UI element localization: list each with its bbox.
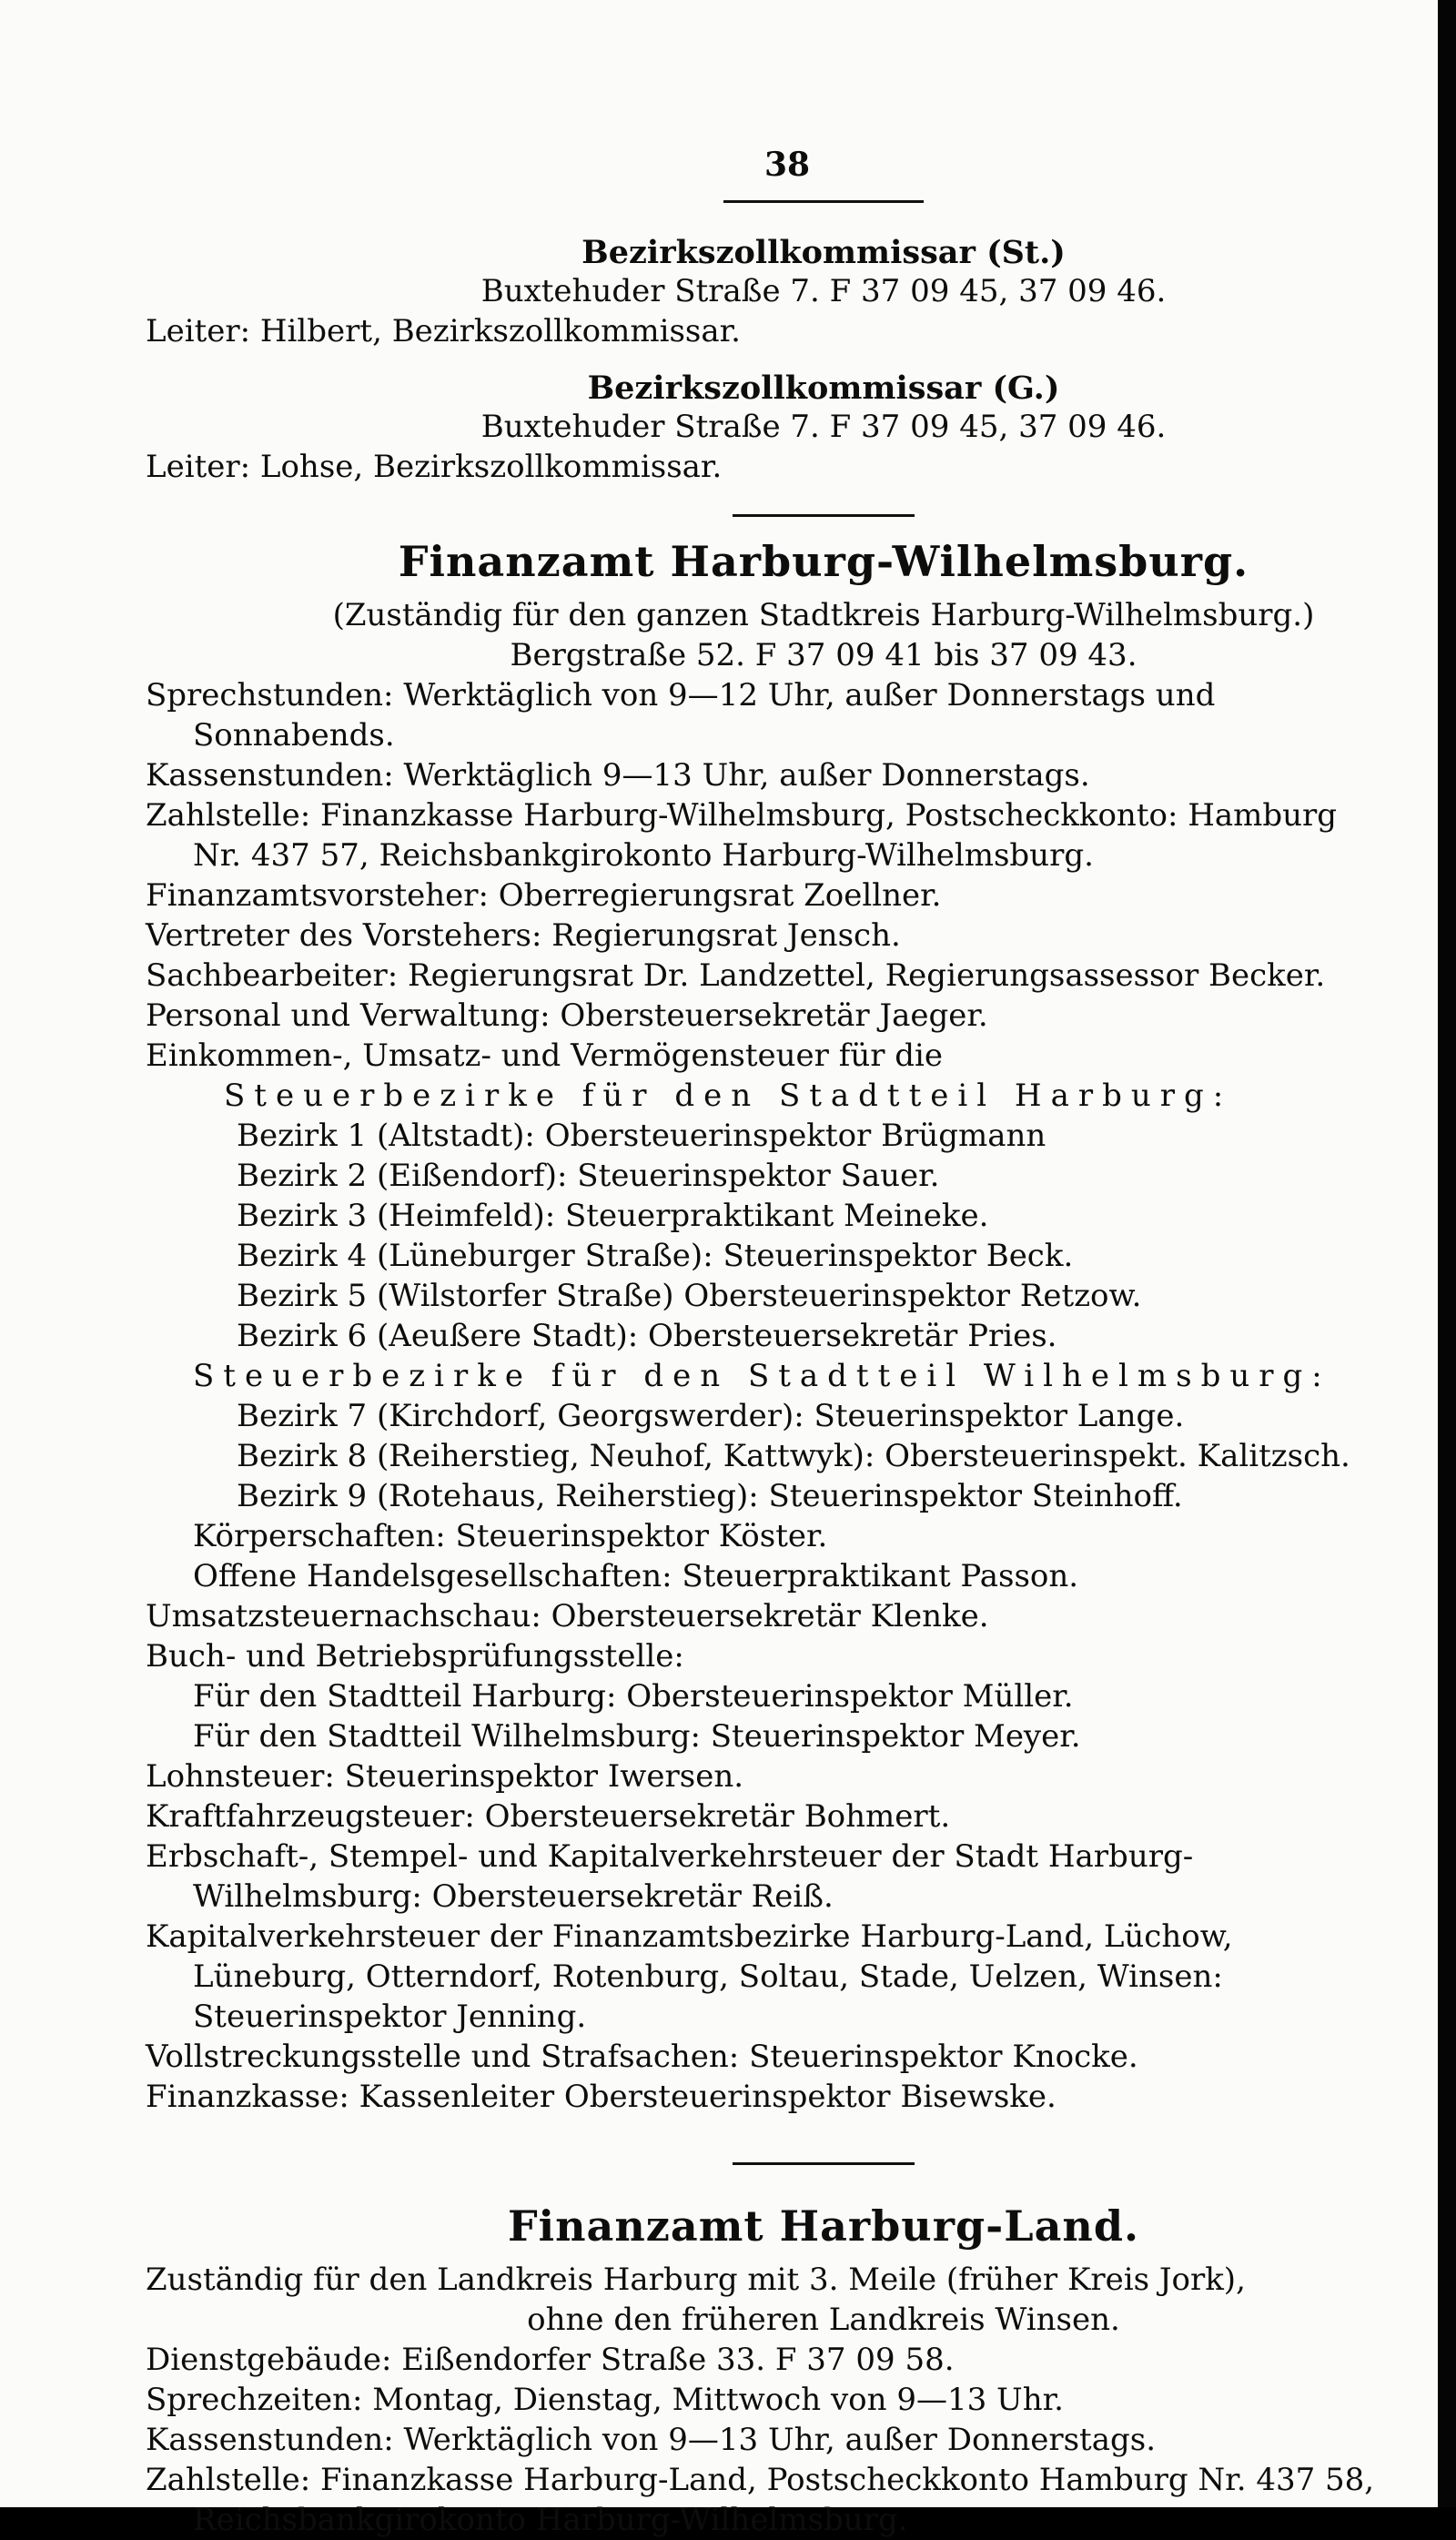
page-content	[146, 146, 1375, 2540]
fa-hw-koerperschaften: Körperschaften: Steuerinspektor Köster.	[193, 1518, 828, 1554]
fa-hw-personal: Personal und Verwaltung: Obersteuersekretär Jaeger.	[146, 997, 988, 1034]
harburg-district: Bezirk 2 (Eißendorf): Steuerinspektor Sauer.	[237, 1158, 940, 1194]
fa-hw-wilhelmsburg-heading: Steuerbezirke für den Stadtteil Wilhelmsburg:	[193, 1358, 1331, 1394]
harburg-district: Bezirk 5 (Wilstorfer Straße) Obersteuerinspektor Retzow.	[237, 1278, 1142, 1314]
fa-hw-harburg-heading: Steuerbezirke für den Stadtteil Harburg:	[224, 1078, 1233, 1114]
fa-hl-scope-cont: ohne den früheren Landkreis Winsen.	[527, 2302, 1120, 2338]
fa-hw-handelsgesellschaften: Offene Handelsgesellschaften: Steuerpraktikant Passon.	[193, 1558, 1079, 1594]
harburg-district: Bezirk 3 (Heimfeld): Steuerpraktikant Meineke.	[237, 1198, 989, 1234]
bezirk-g-leader: Leiter: Lohse, Bezirkszollkommissar.	[146, 449, 723, 485]
wilhelmsburg-district: Bezirk 9 (Rotehaus, Reiherstieg): Steuerinspektor Steinhoff.	[237, 1478, 1183, 1514]
harburg-district: Bezirk 6 (Aeußere Stadt): Obersteuersekretär Pries.	[237, 1318, 1057, 1354]
bezirk-st-leader: Leiter: Hilbert, Bezirkszollkommissar.	[146, 313, 741, 349]
bezirk-st-title: Bezirkszollkommissar (St.)	[581, 234, 1066, 271]
section-divider	[733, 2162, 915, 2165]
fa-hw-lohnsteuer: Lohnsteuer: Steuerinspektor Iwersen.	[146, 1758, 744, 1795]
fa-hw-kapitalverkehr-cont: Steuerinspektor Jenning.	[193, 1999, 587, 2035]
fa-hl-title: Finanzamt Harburg-Land.	[507, 2201, 1140, 2251]
fa-hw-kapitalverkehr-cont: Lüneburg, Otterndorf, Rotenburg, Soltau, Stade, Uelzen, Winsen:	[193, 1958, 1223, 1995]
fa-hw-einkommen: Einkommen-, Umsatz- und Vermögensteuer für die	[146, 1037, 944, 1074]
fa-hw-vorsteher: Finanzamtsvorsteher: Oberregierungsrat Zoellner.	[146, 877, 942, 914]
wilhelmsburg-district: Bezirk 7 (Kirchdorf, Georgswerder): Steuerinspektor Lange.	[237, 1398, 1185, 1434]
section-bezirk-g	[146, 369, 1356, 487]
fa-hl-dienstgebaeude: Dienstgebäude: Eißendorfer Straße 33. F 37 09 58.	[146, 2342, 955, 2378]
fa-hw-umsatz: Umsatzsteuernachschau: Obersteuersekretär Klenke.	[146, 1598, 989, 1634]
fa-hw-erbschaft-cont: Wilhelmsburg: Obersteuersekretär Reiß.	[193, 1878, 834, 1915]
scan-border	[1438, 0, 1456, 2507]
fa-hw-kassenstunden: Kassenstunden: Werktäglich 9—13 Uhr, außer Donnerstags.	[146, 757, 1090, 794]
wilhelmsburg-district: Bezirk 8 (Reiherstieg, Neuhof, Kattwyk): Obersteuerinspekt. Kalitzsch.	[237, 1438, 1350, 1474]
bezirk-g-title: Bezirkszollkommissar (G.)	[587, 369, 1060, 407]
fa-hw-kapitalverkehr: Kapitalverkehrsteuer der Finanzamtsbezirke Harburg-Land, Lüchow,	[146, 1918, 1233, 1955]
bezirk-g-address: Buxtehuder Straße 7. F 37 09 45, 37 09 46.	[480, 409, 1167, 445]
fa-hw-address: Bergstraße 52. F 37 09 41 bis 37 09 43.	[510, 637, 1138, 673]
fa-hl-sprechzeiten: Sprechzeiten: Montag, Dienstag, Mittwoch von 9—13 Uhr.	[146, 2382, 1064, 2418]
fa-hw-erbschaft: Erbschaft-, Stempel- und Kapitalverkehrsteuer der Stadt Harburg-	[146, 1838, 1194, 1875]
section-bezirk-st	[146, 234, 1356, 351]
fa-hw-sprechstunden-cont: Sonnabends.	[193, 717, 395, 754]
header-rule	[723, 200, 924, 203]
fa-hw-buch-harburg: Für den Stadtteil Harburg: Obersteuerinspektor Müller.	[193, 1678, 1074, 1715]
fa-hw-buch: Buch- und Betriebsprüfungsstelle:	[146, 1638, 684, 1675]
harburg-district: Bezirk 1 (Altstadt): Obersteuerinspektor Brügmann	[237, 1118, 1046, 1154]
fa-hw-vollstreckung: Vollstreckungsstelle und Strafsachen: Steuerinspektor Knocke.	[146, 2039, 1138, 2075]
section-divider	[733, 514, 915, 517]
bezirk-st-address: Buxtehuder Straße 7. F 37 09 45, 37 09 46.	[480, 273, 1167, 309]
fa-hw-title: Finanzamt Harburg-Wilhelmsburg.	[398, 537, 1249, 586]
fa-hw-kraftfahrzeugsteuer: Kraftfahrzeugsteuer: Obersteuersekretär Bohmert.	[146, 1798, 951, 1835]
fa-hw-sachbearbeiter: Sachbearbeiter: Regierungsrat Dr. Landzettel, Regierungsassessor Becker.	[146, 957, 1326, 994]
section-finanzamt-harburg-wilhelmsburg	[146, 537, 1356, 2117]
fa-hw-vertreter: Vertreter des Vorstehers: Regierungsrat Jensch.	[146, 917, 901, 954]
fa-hw-buch-wilhelmsburg: Für den Stadtteil Wilhelmsburg: Steuerinspektor Meyer.	[193, 1718, 1081, 1755]
page-number: 38	[763, 146, 811, 184]
fa-hl-zahlstelle-cont: Reichsbankgirokonto Harburg-Wilhelmsburg.	[193, 2502, 908, 2538]
fa-hw-scope: (Zuständig für den ganzen Stadtkreis Harburg-Wilhelmsburg.)	[332, 597, 1315, 633]
fa-hw-sprechstunden: Sprechstunden: Werktäglich von 9—12 Uhr, außer Donnerstags und	[146, 677, 1216, 713]
fa-hw-zahlstelle: Zahlstelle: Finanzkasse Harburg-Wilhelmsburg, Postscheckkonto: Hamburg	[146, 797, 1338, 834]
harburg-district: Bezirk 4 (Lüneburger Straße): Steuerinspektor Beck.	[237, 1238, 1074, 1274]
fa-hl-kassenstunden: Kassenstunden: Werktäglich von 9—13 Uhr, außer Donnerstags.	[146, 2422, 1157, 2458]
fa-hw-zahlstelle-cont: Nr. 437 57, Reichsbankgirokonto Harburg-Wilhelmsburg.	[193, 837, 1094, 874]
fa-hl-scope: Zuständig für den Landkreis Harburg mit 3. Meile (früher Kreis Jork),	[146, 2262, 1246, 2298]
fa-hl-zahlstelle: Zahlstelle: Finanzkasse Harburg-Land, Postscheckkonto Hamburg Nr. 437 58,	[146, 2462, 1375, 2498]
section-finanzamt-harburg-land	[146, 2201, 1375, 2540]
fa-hw-finanzkasse: Finanzkasse: Kassenleiter Obersteuerinspektor Bisewske.	[146, 2079, 1057, 2115]
